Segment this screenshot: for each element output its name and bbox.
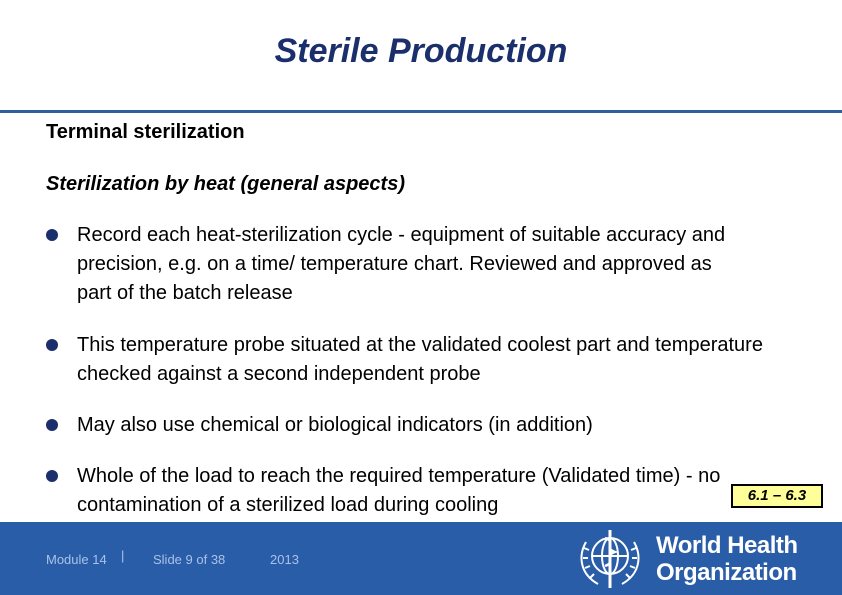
who-logo-text: [656, 532, 798, 586]
bullet-item: [46, 462, 766, 520]
bullet-text: Record each heat-sterilization cycle - equipment of suitable accuracy and precision, e.g. on a time/ temperature chart. Reviewed and approved as part of the batch release: [77, 224, 726, 304]
footer-separator: |: [121, 548, 125, 563]
bullet-text: May also use chemical or biological indicators (in addition): [77, 414, 593, 436]
footer-module: Module 14: [46, 552, 107, 567]
subheading-heat-sterilization: Sterilization by heat (general aspects): [46, 173, 405, 195]
footer-slide-number: Slide 9 of 38: [153, 552, 226, 567]
bullet-dot-icon: [46, 419, 58, 431]
bullet-item: [46, 221, 746, 308]
section-reference-badge: 6.1 – 6.3: [731, 484, 823, 508]
slide-title: Sterile Production: [274, 32, 568, 70]
who-logo-line2: Organization: [656, 559, 797, 586]
who-logo-line1: World Health: [656, 532, 798, 559]
subheading-terminal-sterilization: Terminal sterilization: [46, 121, 245, 143]
bullet-dot-icon: [46, 470, 58, 482]
bullet-item: [46, 331, 806, 389]
bullet-text: Whole of the load to reach the required temperature (Validated time) - no contamination of a sterilized load during cooling: [77, 465, 721, 516]
footer-year: 2013: [270, 552, 299, 567]
bullet-dot-icon: [46, 229, 58, 241]
who-emblem-icon: [572, 524, 648, 592]
bullet-item: [46, 411, 806, 440]
bullet-text: This temperature probe situated at the validated coolest part and temperature checked against a second independent probe: [77, 334, 763, 385]
title-divider: [0, 110, 842, 113]
bullet-dot-icon: [46, 339, 58, 351]
